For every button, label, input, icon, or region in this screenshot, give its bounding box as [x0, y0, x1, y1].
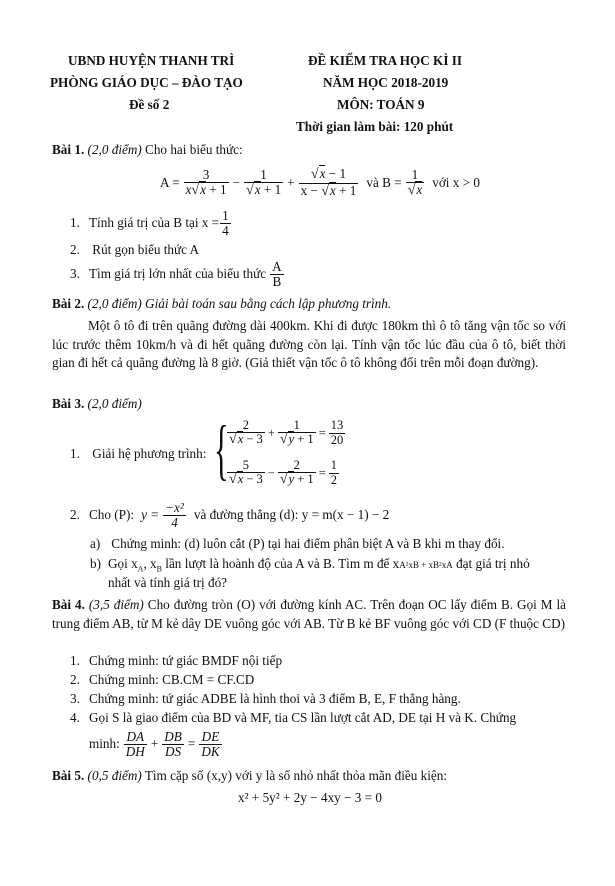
item-text: Tính giá trị của B tại x = [89, 215, 220, 230]
condition: với x > 0 [432, 175, 480, 190]
b-fraction [406, 168, 425, 199]
bai1-item2 [70, 242, 199, 258]
item1-fraction: $\frac{1}{4}$ [222, 207, 229, 238]
term2-fraction [244, 168, 283, 199]
item-text: Rút gọn biểu thức A [92, 242, 200, 257]
bai2-label: Bài 2. [52, 296, 85, 311]
plus-sign: + [287, 175, 295, 190]
item-number: 3. [70, 266, 80, 281]
header-left-line1: UBND HUYỆN THANH TRÌ [68, 53, 235, 68]
bai5-heading [52, 768, 447, 784]
bai4-item3: 3. Chứng minh: tứ giác ADBE là hình thoi và 3 điểm B, E, F thẳng hàng. [70, 691, 461, 706]
system-brace: { [214, 411, 229, 487]
item-text: Tìm giá trị lớn nhất của biểu thức [89, 266, 267, 281]
term1-fraction [184, 168, 229, 199]
bai4-body: Cho đường tròn (O) với đường kính AC. Trên đoạn OC lấy điểm B. Gọi M là trung điểm AB, từ M kẻ dây DE vuông góc với AB. Từ B kẻ BF vuông góc với CD (F thuộc CD) [52, 597, 567, 631]
bai1-heading [52, 142, 243, 158]
bai4-item4: 4. Gọi S là giao điểm của BD và MF, tia CS lần lượt cắt AD, DE tại H và K. Chứng [70, 710, 517, 725]
bai3-sub-b-line2: nhất và tính giá trị đó? [108, 575, 228, 590]
bai4-item2: 2. Chứng minh: CB.CM = CF.CD [70, 672, 255, 687]
bai4-points: (3,5 điểm) [88, 597, 144, 612]
header-right-line3: MÔN: TOÁN 9 [337, 97, 425, 112]
bai4-item4-formula: minh: $\frac{DA}{DH}$ + $\frac{DB}{DS}$ = $\frac{DE}{DK}$ [89, 728, 220, 759]
header-left-line2: PHÒNG GIÁO DỤC – ĐÀO TẠO [50, 75, 243, 90]
bai3-heading [52, 396, 142, 412]
bai3-item2 [70, 498, 389, 532]
term3-fraction [299, 167, 359, 199]
parabola-y: y = [141, 507, 160, 522]
bai1-item1 [70, 207, 232, 239]
bai5-text: Tìm cặp số (x,y) với y là số nhỏ nhất thỏa mãn điều kiện: [144, 768, 447, 783]
bai4-label: Bài 4. [52, 597, 85, 612]
bai3-points: (2,0 điểm) [87, 396, 142, 411]
minus-sign: − [232, 175, 240, 190]
system-row2: $\frac{5}{√x - 3}$ − $\frac{2}{√y + 1}$ = $\frac{1}{2}$ [229, 457, 337, 487]
bai1-label: Bài 1. [52, 142, 85, 157]
bai1-points: (2,0 điểm) [87, 142, 142, 157]
item-number: 1. [70, 215, 80, 230]
term3-num: √x − 1 [299, 167, 359, 184]
bai2-heading [52, 296, 391, 312]
bai1-intro: Cho hai biểu thức: [145, 142, 243, 157]
header-right-line4: Thời gian làm bài: 120 phút [296, 119, 454, 134]
bai2-body: Một ô tô đi trên quãng đường dài 400km. Khi đi được 180km thì ô tô tăng vận tốc so với lúc trước thêm 10km/h và đi hết quãng đường còn lại. Tính vận tốc lúc đầu của ô tô, biết thời gian đi hết cả quãng đường là 8 giờ. (Giả thiết vận tốc ô tô không đổi trên mỗi đoạn đường). [52, 318, 566, 371]
bai3-label: Bài 3. [52, 396, 85, 411]
bai5-label: Bài 5. [52, 768, 85, 783]
bai3-sub-a: a) Chứng minh: (d) luôn cắt (P) tại hai điểm phân biệt A và B khi m thay đổi. [90, 536, 505, 551]
item-number: 2. [70, 507, 80, 522]
term1-num: 3 [184, 168, 229, 183]
b-den: √x [407, 181, 423, 198]
bai5-equation: x² + 5y² + 2y − 4xy − 3 = 0 [238, 790, 383, 805]
item-number: 2. [70, 242, 80, 257]
term3-den: x − √x + 1 [300, 182, 357, 199]
bai5-points: (0,5 điểm) [87, 768, 142, 783]
bai3-item1 [70, 446, 206, 462]
term2-den: √x + 1 [246, 181, 282, 198]
and-b: và B = [366, 175, 402, 190]
parabola-fraction: $\frac{\text{−x²}}{4}$ [165, 499, 184, 530]
a-eq: A = [160, 175, 180, 190]
item-text: Cho (P): [89, 507, 135, 522]
bai2-points: (2,0 điểm) Giải bài toán sau bằng cách lập phương trình. [87, 296, 392, 311]
term2-num: 1 [244, 168, 283, 183]
bai3-sub-b: b) Gọi $x_A$, $x_B$ lần lượt là hoành độ của A và B. Tìm m để xA²xB + xB²xA đạt giá trị nhỏ [90, 556, 530, 574]
bai1-formula [160, 164, 480, 202]
bai4-item1: 1. Chứng minh: tứ giác BMDF nội tiếp [70, 653, 283, 668]
item3-fraction: $\frac{A}{B}$ [272, 258, 282, 289]
term1-den: x√x + 1 [185, 181, 227, 198]
bai1-item3 [70, 258, 285, 290]
header-left-line3: Đề số 2 [129, 97, 170, 112]
bai4-paragraph [52, 596, 566, 633]
item-text-b: và đường thẳng (d): y = m(x − 1) − 2 [193, 507, 390, 522]
item-number: 1. [70, 446, 80, 461]
b-num: 1 [406, 168, 425, 183]
item-text: Giải hệ phương trình: [92, 446, 207, 461]
system-row1: $\frac{2}{√x - 3}$ + $\frac{1}{√y + 1}$ = $\frac{13}{20}$ [229, 417, 344, 447]
header-right-line2: NĂM HỌC 2018-2019 [323, 75, 449, 90]
header-right-line1: ĐỀ KIỂM TRA HỌC KÌ II [308, 53, 463, 68]
